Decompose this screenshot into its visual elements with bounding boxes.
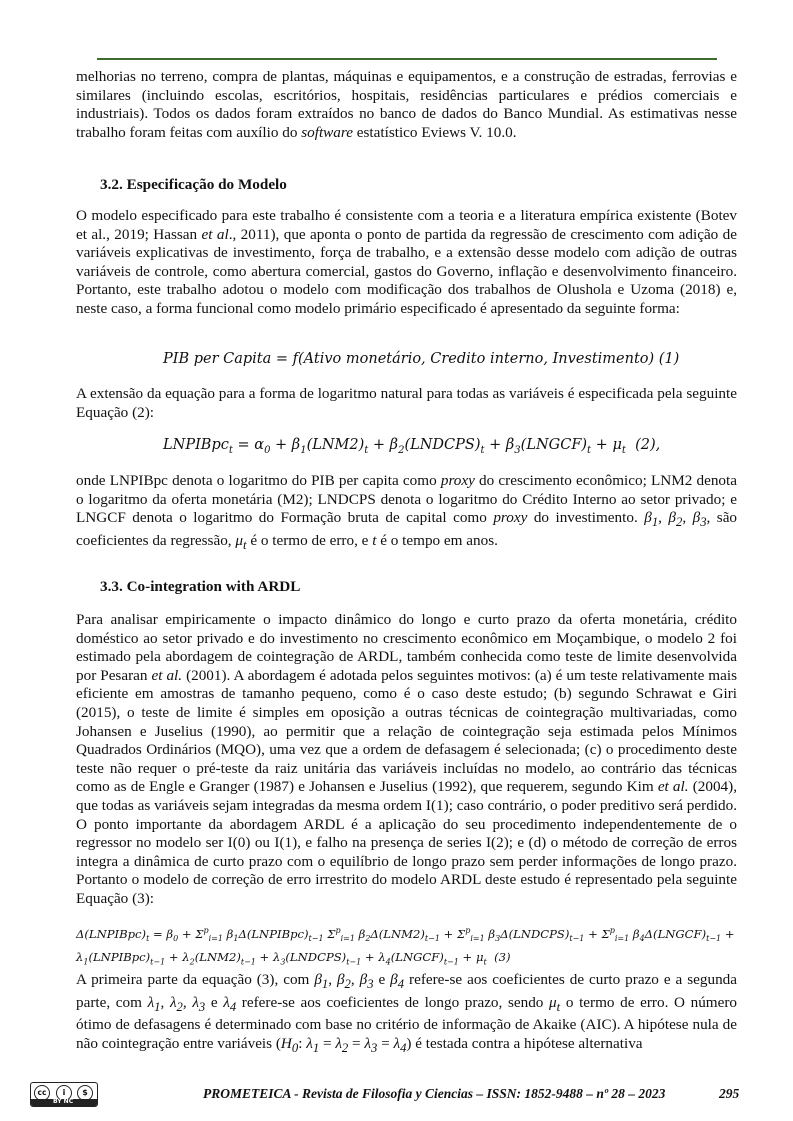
equation-3: $\Delta(LNPIBpc)_t = \beta_0 + \Sigma^p_{i=1}$ $\beta_1\Delta(LNPIBpc)_{t-1}$ $\Sigma^p_{i=1}$ $\beta_2\Delta(LNM2)_{t-1} + \Sigma^p_{i=1}$ $\beta_3\Delta(LNDCPS)_{t-1} + \Sigma^p_{i=1}$ $\beta_4\Delta(LNGCF)_{t-1}$ + $\lambda_1(LNPIBpc)_{t-1} + \lambda_2(LNM2)_{t-1}$ + $\lambda_3(LNDCPS)_{t-1}$ + $\lambda_4(LNGCF)_{t-1} + \mu_t$ (3) <box>76 926 735 967</box>
paragraph-variable-definitions: onde LNPIBpc denota o logaritmo do PIB per capita como proxy do crescimento econômico; LNM2 denota o logaritmo da oferta monetária (M2); LNDCPS denota o logaritmo do Crédito Interno ao setor privado; e LNGCF denota o logaritmo do Formação bruta de capital como proxy do investimento. $\beta_1$, $\beta_2$, $\beta_3$, são coeficientes da regressão, $\mu_t$ é o termo de erro, e t é o tempo em anos. <box>76 472 738 552</box>
cc-icon: cc <box>34 1085 50 1101</box>
paragraph-ardl: Para analisar empiricamente o impacto dinâmico do longo e curto prazo da oferta monetária, crédito doméstico ao setor privado e do investimento no crescimento econômico em Moçambique, o modelo 2 foi estimado pela abordagem de cointegração de ARDL, também conhecida como teste de limite desenvolvida por Pesaran et al. (2001). A abordagem é adotada pelos seguintes motivos: (a) é um teste relativamente mais eficiente em amostras de tamanho pequeno, como é o caso deste estudo; (b) segundo Schrawat e Giri (2015), o teste de limite é simples em oposição a outras técnicas de cointegração multivariadas, como Johansen e Juselius (1990), ao permitir que a relação de cointegração seja estimada pelos Mínimos Quadrados Ordinários (MQO), uma vez que a ordem de defasagem é selecionada; (c) o procedimento deste teste não requer o pré-teste da raiz unitária das variáveis incluídas no modelo, ao contrário das técnicas como as de Engle e Granger (1987) e Johansen e Juselius (1992), que requerem, segundo Kim et al. (2004), que todas as variáveis sejam integradas da mesma ordem I(1); caso contrário, o poder preditivo será perdido. O ponto importante da abordagem ARDL é a aplicação do seu procedimento independentemente de o regressor no modelo ser I(0) ou I(1), e falho na presença de series I(2); e (d) o método de correção de erros integra a dinâmica de curto prazo com o equilíbrio de longo prazo sem perder informações de longo prazo. Portanto o modelo de correção de erro irrestrito do modelo ARDL deste estudo é representado pela seguinte Equação (3): <box>76 611 737 907</box>
header-rule <box>97 58 717 60</box>
paragraph-equation-3-explanation: A primeira parte da equação (3), com $\beta_1$, $\beta_2$, $\beta_3$ e $\beta_4$ refere-se aos coeficientes de curto prazo e a segunda parte, com $\lambda_1$, $\lambda_2$, $\lambda_3$ e $\lambda_4$ refere-se aos coeficientes de longo prazo, sendo $\mu_t$ o termo de erro. O número ótimo de defasagens é determinado com base no critério de informação de Akaike (AIC). A hipótese nula de não cointegração entre variáveis ($H_0$: $\lambda_1 = \lambda_2 = \lambda_3 = \lambda_4$) é testada contra a hipótese alternativa <box>76 971 738 1055</box>
license-text: BY NC <box>53 1098 74 1105</box>
nc-icon: $ <box>77 1085 93 1101</box>
equation-2: LNPIBpc$_t$ = $\alpha_0 + \beta_1(LNM2)_t$ + $\beta_2(LNDCPS)_t$ + $\beta_3(LNGCF)_t + \mu_t$ (2), <box>163 437 661 456</box>
section-heading-3-2: 3.2. Especificação do Modelo <box>100 176 287 193</box>
paragraph-model-spec: O modelo especificado para este trabalho é consistente com a teoria e a literatura empírica existente (Botev et al., 2019; Hassan et al., 2011), que aponta o ponto de partida da regressão de crescimento com adição de variáveis explicativas de investimento, força de trabalho, e a extensão desse modelo com adição de outras variáveis de controle, como abertura comercial, gastos do Governo, inflação e desenvolvimento financeiro. Portanto, este trabalho adotou o modelo com modificação dos trabalhos de Olushola e Uzoma (2018) e, neste caso, a forma funcional como modelo primário especificado é apresentado da seguinte forma: <box>76 207 737 317</box>
section-heading-3-3: 3.3. Co-integration with ARDL <box>100 578 301 595</box>
paragraph-equation-2-intro: A extensão da equação para a forma de logaritmo natural para todas as variáveis é especificada pela seguinte Equação (2): <box>76 385 737 421</box>
paragraph-intro: melhorias no terreno, compra de plantas, máquinas e equipamentos, e a construção de estradas, ferrovias e similares (incluindo escolas, escritórios, hospitais, residências particulares e prédios comerciais e industriais). Todos os dados foram extraídos no banco de dados do Banco Mundial. As estimativas nesse trabalho foram feitas com auxílio do software estatístico Eviews V. 10.0. <box>76 68 737 141</box>
license-band <box>31 1099 97 1106</box>
page-number: 295 <box>719 1086 740 1101</box>
equation-1: PIB per Capita = f(Ativo monetário, Credito interno, Investimento) (1) <box>163 351 680 367</box>
journal-citation: PROMETEICA - Revista de Filosofia y Ciencias – ISSN: 1852-9488 – nº 28 – 2023 <box>203 1086 666 1101</box>
creative-commons-license-badge <box>30 1082 98 1107</box>
by-icon: i <box>56 1085 72 1101</box>
